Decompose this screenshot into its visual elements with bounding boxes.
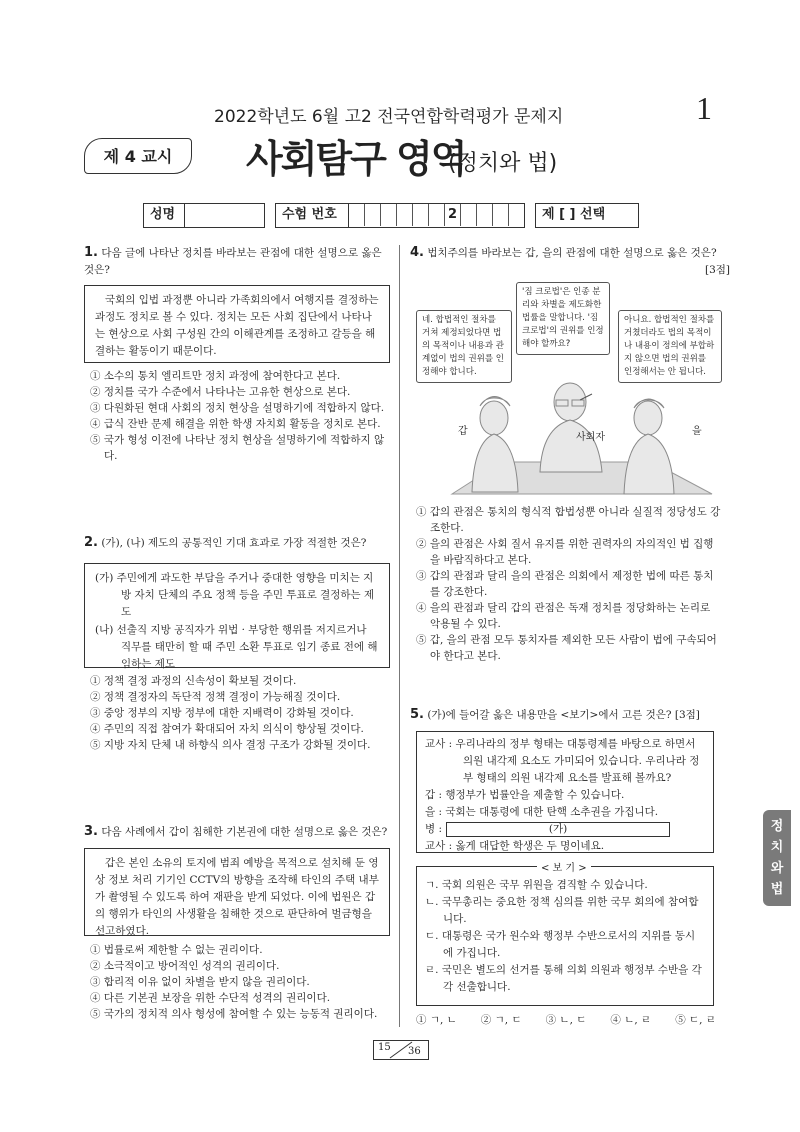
question-stem: (가)에 들어갈 옳은 내용만을 <보기>에서 고른 것은? [427, 709, 672, 721]
option-3[interactable]: ③ 합리적 이유 없이 차별을 받지 않을 권리이다. [90, 976, 310, 988]
teacher-line-2: 교사 : 옳게 대답한 학생은 두 명이네요. [425, 840, 605, 852]
option-5[interactable]: ⑤ 지방 자치 단체 내 하향식 의사 결정 구조가 강화될 것이다. [90, 739, 371, 751]
option-4[interactable]: ④ 다른 기본권 보장을 위한 수단적 성격의 권리이다. [90, 992, 331, 1004]
option-2[interactable]: ② 정치를 국가 수준에서 나타나는 고유한 현상으로 본다. [90, 386, 351, 398]
option-3[interactable]: ③ 갑의 관점과 달리 을의 관점은 의회에서 제정한 법에 따른 통치를 강조한다. [416, 570, 714, 598]
choice-label: 제 [ ] 선택 [535, 203, 639, 228]
question-stem: 다음 사례에서 갑이 침해한 기본권에 대한 설명으로 옳은 것은? [101, 826, 388, 838]
option-3[interactable]: ③ ㄴ, ㄷ [545, 1014, 587, 1026]
bogi-item: ㄴ. 국무총리는 중요한 정책 심의를 위한 국무 회의에 참여합니다. [425, 896, 699, 925]
bogi-item: ㄷ. 대통령은 국가 원수와 행정부 수반으로서의 지위를 동시에 가집니다. [425, 930, 696, 959]
page-number: 1 [696, 90, 712, 126]
question-2 [84, 534, 390, 552]
answer-options [416, 1012, 716, 1027]
page-footer [373, 1040, 429, 1060]
option-3[interactable]: ③ 중앙 정부의 지방 정부에 대한 지배력이 강화될 것이다. [90, 707, 354, 719]
bogi-title: < 보 기 > [537, 860, 591, 877]
speech-bubble-eul: 아니요. 합법적인 절차를 거쳤더라도 법의 목적이나 내용이 정의에 부합하지 않으면 법의 권위를 인정해서는 안 됩니다. [618, 310, 722, 383]
bogi-item: ㄱ. 국회 의원은 국무 위원을 겸직할 수 있습니다. [425, 879, 648, 891]
option-1[interactable]: ① 법률로써 제한할 수 없는 권리이다. [90, 944, 263, 956]
question-3 [84, 823, 394, 841]
question-4 [410, 244, 730, 262]
label-eul: 을 [692, 426, 702, 437]
question-stem: 다음 글에 나타난 정치를 바라보는 관점에 대한 설명으로 옳은 것은? [84, 247, 382, 276]
footer-page: 15 [378, 1042, 391, 1053]
option-1[interactable]: ① 갑의 관점은 통치의 형식적 합법성뿐 아니라 실질적 정당성도 강조한다. [416, 506, 721, 534]
exam-no-digit: 2 [445, 204, 461, 226]
exam-no-label: 수험 번호 [275, 203, 349, 228]
option-2[interactable]: ② ㄱ, ㄷ [480, 1014, 522, 1026]
question-number: 1. [84, 245, 98, 260]
options-list [90, 673, 390, 753]
student-eul-line: 을 : 국회는 대통령에 대한 탄핵 소추권을 가집니다. [425, 806, 659, 818]
case-box: 갑은 본인 소유의 토지에 범죄 예방을 목적으로 설치해 둔 영상 정보 처리 기기인 CCTV의 방향을 조작해 타인의 주택 내부가 촬영될 수 있도록 하여 재판을 받게 되었다. 이에 법원은 갑의 행위가 타인의 사생활을 침해한 것으로 판단하여 벌금형을 선고하였다. [84, 848, 390, 936]
blank-box: (가) [446, 822, 670, 837]
label-gap: 갑 [458, 426, 468, 437]
teacher-line-1: 교사 : 우리나라의 정부 형태는 대통령제를 바탕으로 하면서 의원 내각제 요소도 가미되어 있습니다. 우리나라 정부 형태의 의원 내각제 요소를 발표해 볼까요? [425, 738, 700, 784]
options-list [416, 504, 722, 664]
student-byeong-line: 병 : (가) [425, 821, 705, 838]
option-4[interactable]: ④ 주민의 직접 참여가 확대되어 자치 의식이 향상될 것이다. [90, 723, 364, 735]
bogi-box [416, 863, 714, 1006]
institution-ga: (가) 주민에게 과도한 부담을 주거나 중대한 영향을 미치는 지방 자치 단체의 주요 정책 등을 주민 투표로 결정하는 제도 [95, 572, 375, 618]
option-2[interactable]: ② 소극적이고 방어적인 성격의 권리이다. [90, 960, 280, 972]
question-1 [84, 244, 390, 279]
footer-total: 36 [408, 1046, 421, 1057]
subject-title: 사회탐구 영역 [246, 137, 466, 181]
speech-bubble-gap: 네. 합법적인 절차를 거쳐 제정되었다면 법의 목적이나 내용과 관계없이 법의 권위를 인정해야 합니다. [416, 310, 512, 383]
institution-na: (나) 선출직 지방 공직자가 위법 · 부당한 행위를 저지르거나 직무를 태만히 할 때 주민 소환 투표로 임기 종료 전에 해임하는 제도 [95, 624, 378, 670]
dialogue-box [416, 731, 714, 853]
student-gap-line: 갑 : 행정부가 법률안을 제출할 수 있습니다. [425, 789, 625, 801]
option-1[interactable]: ① ㄱ, ㄴ [416, 1014, 457, 1026]
options-list [90, 368, 390, 464]
options-list [90, 942, 394, 1022]
option-2[interactable]: ② 을의 관점은 사회 질서 유지를 위한 권력자의 자의적인 법 집행을 바람직하다고 본다. [416, 538, 714, 566]
option-4[interactable]: ④ 을의 관점과 달리 갑의 관점은 독재 정치를 정당화하는 논리로 악용될 수 있다. [416, 602, 711, 630]
option-1[interactable]: ① 정책 결정 과정의 신속성이 확보될 것이다. [90, 675, 297, 687]
question-number: 4. [410, 245, 424, 260]
column-divider [399, 245, 400, 1027]
question-stem: (가), (나) 제도의 공통적인 기대 효과로 가장 적절한 것은? [101, 537, 367, 549]
subject-side-tab: 정 치 와 법 [763, 810, 791, 906]
option-5[interactable]: ⑤ 국가의 정치적 의사 형성에 참여할 수 있는 능동적 권리이다. [90, 1008, 378, 1020]
option-1[interactable]: ① 소수의 통치 엘리트만 정치 과정에 참여한다고 본다. [90, 370, 341, 382]
name-field[interactable] [185, 203, 265, 228]
option-3[interactable]: ③ 다원화된 현대 사회의 정치 현상을 설명하기에 적합하지 않다. [90, 402, 385, 414]
name-label: 성명 [143, 203, 185, 228]
label-host: 사회자 [576, 432, 605, 443]
question-5 [410, 706, 730, 724]
person-eul [624, 399, 674, 494]
option-5[interactable]: ⑤ ㄷ, ㄹ [675, 1014, 716, 1026]
speech-bubble-host: '짐 크로법'은 인종 분리와 차별을 제도화한 법률을 말합니다. '짐 크로법'의 권위를 인정해야 할까요? [516, 282, 610, 355]
institution-box [84, 563, 390, 668]
exam-title: 2022학년도 6월 고2 전국연합학력평가 문제지 [214, 107, 564, 127]
person-gap [472, 397, 518, 493]
student-id-row [143, 203, 639, 228]
exam-no-field[interactable] [349, 203, 525, 228]
subject-subtitle: (정치와 법) [448, 151, 558, 176]
bogi-item: ㄹ. 국민은 별도의 선거를 통해 의회 의원과 행정부 수반을 각각 선출합니다. [425, 964, 702, 993]
option-5[interactable]: ⑤ 국가 형성 이전에 나타난 정치 현상을 설명하기에 적합하지 않다. [90, 434, 385, 462]
points-label: [3점] [674, 709, 700, 721]
points-label: [3점] [704, 264, 730, 276]
option-5[interactable]: ⑤ 갑, 을의 관점 모두 통치자를 제외한 모든 사람이 법에 구속되어야 한다고 본다. [416, 634, 717, 662]
question-number: 5. [410, 707, 424, 722]
passage-box: 국회의 입법 과정뿐 아니라 가족회의에서 여행지를 결정하는 과정도 정치로 볼 수 있다. 정치는 모든 사회 집단에서 나타나는 현상으로 사회 구성원 간의 이해관계를 조정하고 갈등을 해결하는 활동이기 때문이다. [84, 285, 390, 363]
illustration [412, 282, 724, 510]
question-stem: 법치주의를 바라보는 갑, 을의 관점에 대한 설명으로 옳은 것은? [427, 247, 717, 259]
period-badge: 제 4 교시 [84, 138, 192, 174]
question-number: 2. [84, 535, 98, 550]
question-number: 3. [84, 824, 98, 839]
option-4[interactable]: ④ 급식 잔반 문제 해결을 위한 학생 자치회 활동을 정치로 본다. [90, 418, 381, 430]
option-2[interactable]: ② 정책 결정자의 독단적 정책 결정이 가능해질 것이다. [90, 691, 341, 703]
option-4[interactable]: ④ ㄴ, ㄹ [610, 1014, 652, 1026]
